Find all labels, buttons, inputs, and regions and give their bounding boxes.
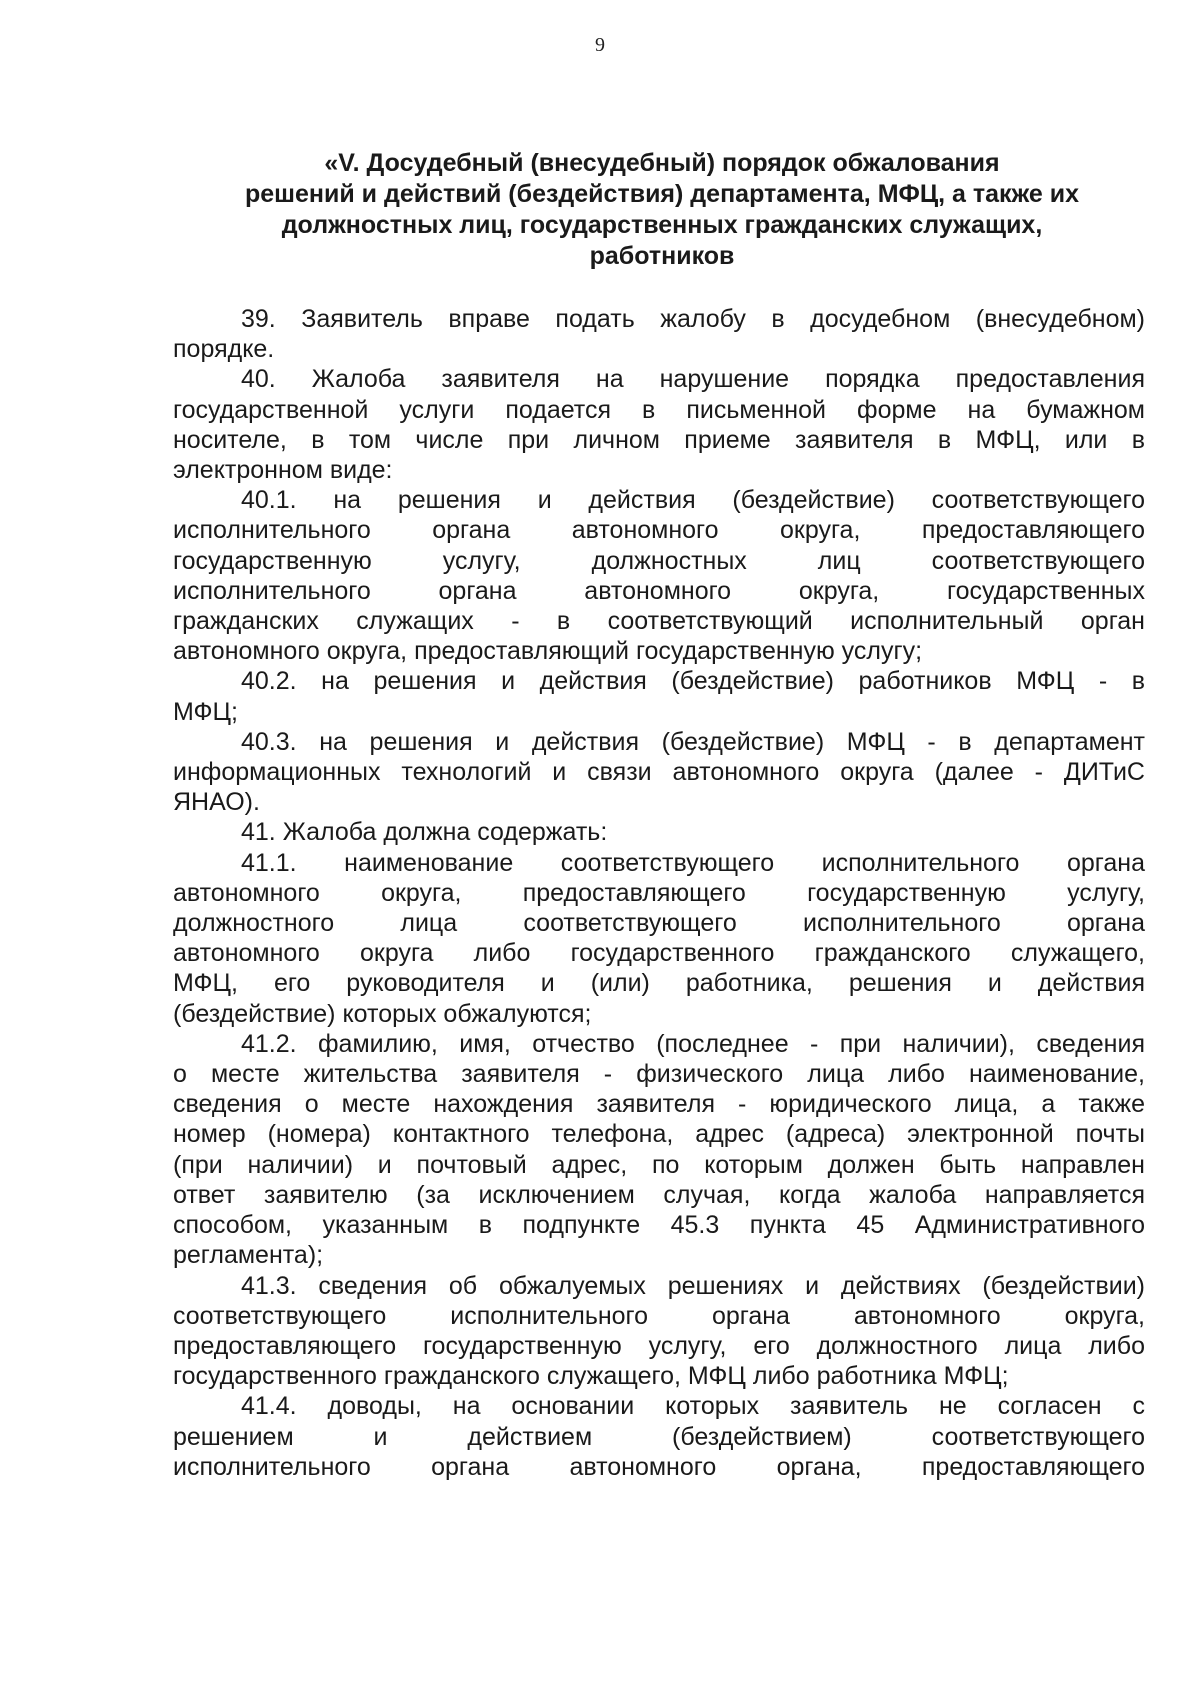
section-title-line: должностных лиц, государственных гражданских служащих, bbox=[281, 211, 1043, 239]
paragraph-line: МФЦ, его руководителя и (или) работника, решения и действия bbox=[173, 969, 1145, 998]
paragraph-line: автономного округа, предоставляющего государственную услугу, bbox=[173, 878, 1145, 907]
section-title-line: решений и действий (бездействия) департамента, МФЦ, а также их bbox=[244, 180, 1080, 208]
paragraph-line: 41. Жалоба должна содержать: bbox=[241, 818, 608, 847]
paragraph-line: 41.3. сведения об обжалуемых решениях и действиях (бездействии) bbox=[241, 1271, 1145, 1300]
paragraph-line: (при наличии) и почтовый адрес, по которым должен быть направлен bbox=[173, 1150, 1145, 1179]
paragraph bbox=[173, 1029, 1145, 1271]
paragraph-line: автономного округа, предоставляющий государственную услугу; bbox=[173, 637, 923, 666]
paragraph-line: 40. Жалоба заявителя на нарушение порядка предоставления bbox=[241, 365, 1145, 394]
paragraph bbox=[173, 485, 1145, 666]
paragraph bbox=[173, 304, 1145, 364]
paragraph-line: исполнительного органа автономного округа, предоставляющего bbox=[173, 516, 1145, 545]
paragraph-line: 40.3. на решения и действия (бездействие) МФЦ - в департамент bbox=[241, 727, 1145, 756]
paragraph bbox=[173, 817, 1145, 847]
paragraph-line: государственной услуги подается в письменной форме на бумажном bbox=[173, 395, 1145, 424]
paragraph-line: номер (номера) контактного телефона, адрес (адреса) электронной почты bbox=[173, 1120, 1145, 1149]
paragraph-line: способом, указанным в подпункте 45.3 пункта 45 Административного bbox=[173, 1211, 1145, 1240]
paragraph-line: ЯНАО). bbox=[173, 788, 260, 817]
paragraph bbox=[173, 1391, 1145, 1482]
paragraph-line: должностного лица соответствующего исполнительного органа bbox=[173, 909, 1145, 938]
page-number: 9 bbox=[595, 34, 605, 56]
paragraph-line: исполнительного органа автономного органа, предоставляющего bbox=[173, 1452, 1145, 1481]
document-body bbox=[173, 148, 1145, 1482]
paragraph bbox=[173, 1271, 1145, 1392]
paragraph-line: МФЦ; bbox=[173, 697, 238, 726]
paragraph-line: регламента); bbox=[173, 1241, 324, 1270]
paragraph-line: (бездействие) которых обжалуются; bbox=[173, 999, 592, 1028]
paragraph-line: 40.1. на решения и действия (бездействие) соответствующего bbox=[241, 486, 1145, 515]
paragraph-line: носителе, в том числе при личном приеме заявителя в МФЦ, или в bbox=[173, 425, 1145, 454]
paragraph-line: государственного гражданского служащего, МФЦ либо работника МФЦ; bbox=[173, 1362, 1009, 1391]
paragraph-line: информационных технологий и связи автономного округа (далее - ДИТиС bbox=[173, 758, 1145, 787]
paragraph-line: 41.4. доводы, на основании которых заявитель не согласен с bbox=[241, 1392, 1145, 1421]
section-text bbox=[173, 304, 1145, 1482]
paragraph-line: решением и действием (бездействием) соответствующего bbox=[173, 1422, 1145, 1451]
paragraph-line: гражданских служащих - в соответствующий исполнительный орган bbox=[173, 607, 1145, 636]
section-title-line: работников bbox=[589, 242, 735, 270]
paragraph bbox=[173, 364, 1145, 485]
paragraph bbox=[173, 848, 1145, 1029]
paragraph-line: электронном виде: bbox=[173, 456, 393, 485]
paragraph-line: 39. Заявитель вправе подать жалобу в досудебном (внесудебном) bbox=[241, 305, 1145, 333]
paragraph-line: 40.2. на решения и действия (бездействие) работников МФЦ - в bbox=[241, 667, 1145, 696]
paragraph-line: порядке. bbox=[173, 335, 275, 364]
paragraph-line: предоставляющего государственную услугу, его должностного лица либо bbox=[173, 1331, 1145, 1360]
section-title-line: «V. Досудебный (внесудебный) порядок обжалования bbox=[324, 149, 1000, 177]
paragraph-line: автономного округа либо государственного гражданского служащего, bbox=[173, 939, 1145, 968]
section-title bbox=[173, 148, 1145, 272]
paragraph-line: сведения о месте нахождения заявителя - юридического лица, а также bbox=[173, 1090, 1145, 1119]
paragraph-line: 41.1. наименование соответствующего исполнительного органа bbox=[241, 848, 1145, 877]
paragraph-line: соответствующего исполнительного органа автономного округа, bbox=[173, 1301, 1145, 1330]
paragraph-line: о месте жительства заявителя - физического лица либо наименование, bbox=[173, 1060, 1145, 1089]
paragraph-line: исполнительного органа автономного округа, государственных bbox=[173, 576, 1145, 605]
paragraph-line: ответ заявителю (за исключением случая, когда жалоба направляется bbox=[173, 1180, 1145, 1209]
paragraph-line: 41.2. фамилию, имя, отчество (последнее - при наличии), сведения bbox=[241, 1029, 1145, 1058]
paragraph bbox=[173, 666, 1145, 726]
paragraph bbox=[173, 727, 1145, 818]
paragraph-line: государственную услугу, должностных лиц соответствующего bbox=[173, 546, 1145, 575]
